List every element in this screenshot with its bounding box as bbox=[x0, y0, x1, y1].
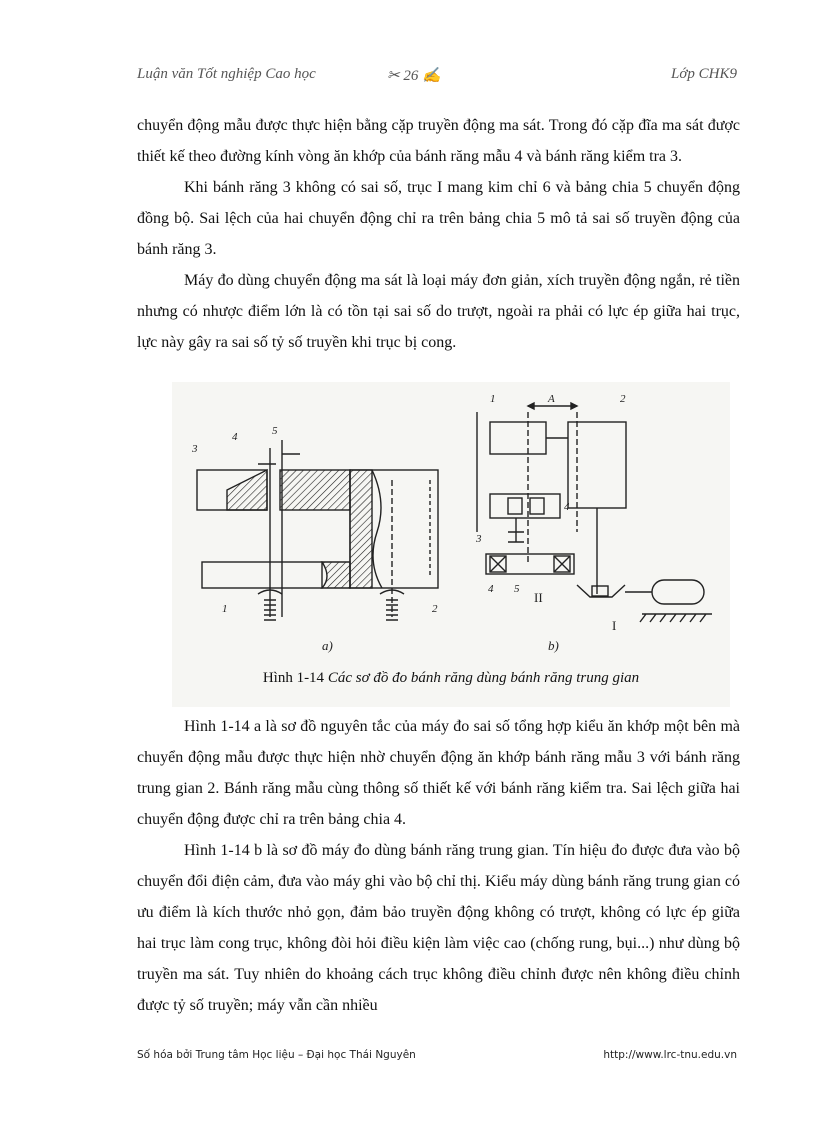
gear-3-hatch bbox=[227, 470, 267, 510]
lower-hatch bbox=[322, 562, 350, 588]
label-a-4: 4 bbox=[232, 431, 238, 443]
paragraph: Hình 1-14 a là sơ đồ nguyên tắc của máy đo sai số tổng hợp kiểu ăn khớp một bên mà chuyển động mẫu được thực hiện nhờ chuyển động ăn khớp bánh răng mẫu 3 với bánh răng trung gian 2. Bánh răng mẫu cùng thông số thiết kế với bánh răng kiểm tra. Sai lệch giữa hai chuyển động được chỉ ra trên bảng chia 4. bbox=[137, 718, 740, 828]
header-class-code: Lớp CHK9 bbox=[671, 66, 737, 82]
footer-source: Số hóa bởi Trung tâm Học liệu – Đại học Thái Nguyên bbox=[137, 1049, 416, 1061]
diagram-a bbox=[191, 425, 438, 653]
caption-prefix: Hình 1-14 bbox=[262, 670, 328, 686]
paragraph: Khi bánh răng 3 không có sai số, trục I mang kim chỉ 6 và bảng chia 5 chuyển động đồng bộ. Sai lệch của hai chuyển động chỉ ra trên bảng chia 5 mô tả sai số truyền động của bánh răng 3. bbox=[137, 179, 740, 258]
figure-caption bbox=[172, 670, 730, 687]
body-text-bottom bbox=[137, 711, 740, 1021]
header-thesis-title: Luận văn Tốt nghiệp Cao học bbox=[137, 66, 316, 82]
label-b-sub: b) bbox=[548, 638, 559, 653]
bearing-3b bbox=[530, 498, 544, 514]
caption-text: Các sơ đồ đo bánh răng dùng bánh răng trung gian bbox=[327, 670, 640, 686]
sensor-base bbox=[486, 554, 574, 574]
label-b-4: 4 bbox=[488, 583, 494, 595]
label-b-5: 5 bbox=[514, 583, 520, 595]
motor bbox=[652, 580, 704, 604]
gear-1 bbox=[490, 422, 546, 454]
bearing-3a bbox=[508, 498, 522, 514]
label-b-4b: 4 bbox=[564, 501, 570, 513]
label-a-5: 5 bbox=[272, 425, 278, 437]
paragraph: chuyển động mẫu được thực hiện bằng cặp truyền động ma sát. Trong đó cặp đĩa ma sát được thiết kế theo đường kính vòng ăn khớp của bánh răng mẫu 4 và bánh răng kiểm tra 3. bbox=[137, 117, 740, 165]
paragraph: Máy đo dùng chuyển động ma sát là loại máy đơn giản, xích truyền động ngắn, rẻ tiền nhưng có nhược điểm lớn là có tồn tại sai số do trượt, ngoài ra phải có lực ép giữa hai trục, lực này gây ra sai số tỷ số truyền khi trục bị cong. bbox=[137, 272, 740, 351]
label-b-1: 1 bbox=[490, 393, 496, 405]
break-line bbox=[372, 470, 382, 588]
diagram-b bbox=[475, 393, 712, 653]
page-header bbox=[137, 66, 737, 88]
gear-2-web bbox=[350, 470, 372, 588]
header-page-number: ✂ 26 ✍ bbox=[387, 68, 441, 84]
label-b-3: 3 bbox=[476, 533, 482, 545]
label-b-roman-2: II bbox=[534, 590, 543, 605]
page-footer bbox=[137, 1049, 737, 1061]
x-mark bbox=[490, 556, 506, 572]
body-text-top bbox=[137, 110, 740, 358]
label-b-roman-1: I bbox=[612, 618, 617, 633]
label-a-1: 1 bbox=[222, 603, 228, 615]
gear-measurement-schematic bbox=[172, 382, 730, 667]
lower-shaft bbox=[202, 562, 322, 588]
worm bbox=[592, 586, 608, 596]
label-a-3: 3 bbox=[192, 443, 198, 455]
gear-3 bbox=[490, 494, 560, 518]
worm-housing bbox=[577, 585, 625, 597]
label-b-2: 2 bbox=[620, 393, 626, 405]
footer-url[interactable]: http://www.lrc-tnu.edu.vn bbox=[603, 1049, 737, 1061]
paragraph: Hình 1-14 b là sơ đồ máy đo dùng bánh răng trung gian. Tín hiệu đo được đưa vào bộ chuyển đổi điện cảm, đưa vào máy ghi vào bộ chỉ thị. Kiểu máy dùng bánh răng trung gian có ưu điểm là kích thước nhỏ gọn, đảm bảo truyền động không có trượt, không có lực ép giữa hai trục làm cong trục, không đòi hỏi điều kiện làm việc cao (chống rung, bụi...) như dùng bộ truyền ma sát. Tuy nhiên do khoảng cách trục không điều chỉnh được nên không điều chỉnh được tỷ số truyền; máy vẫn cần nhiều bbox=[137, 842, 740, 1014]
gear-2-hub bbox=[280, 470, 350, 510]
label-a-2: 2 bbox=[432, 603, 438, 615]
ground bbox=[640, 614, 712, 622]
label-b-dim: A bbox=[548, 393, 555, 405]
figure-1-14 bbox=[172, 382, 730, 707]
x-mark bbox=[554, 556, 570, 572]
label-a-sub: a) bbox=[322, 638, 333, 653]
